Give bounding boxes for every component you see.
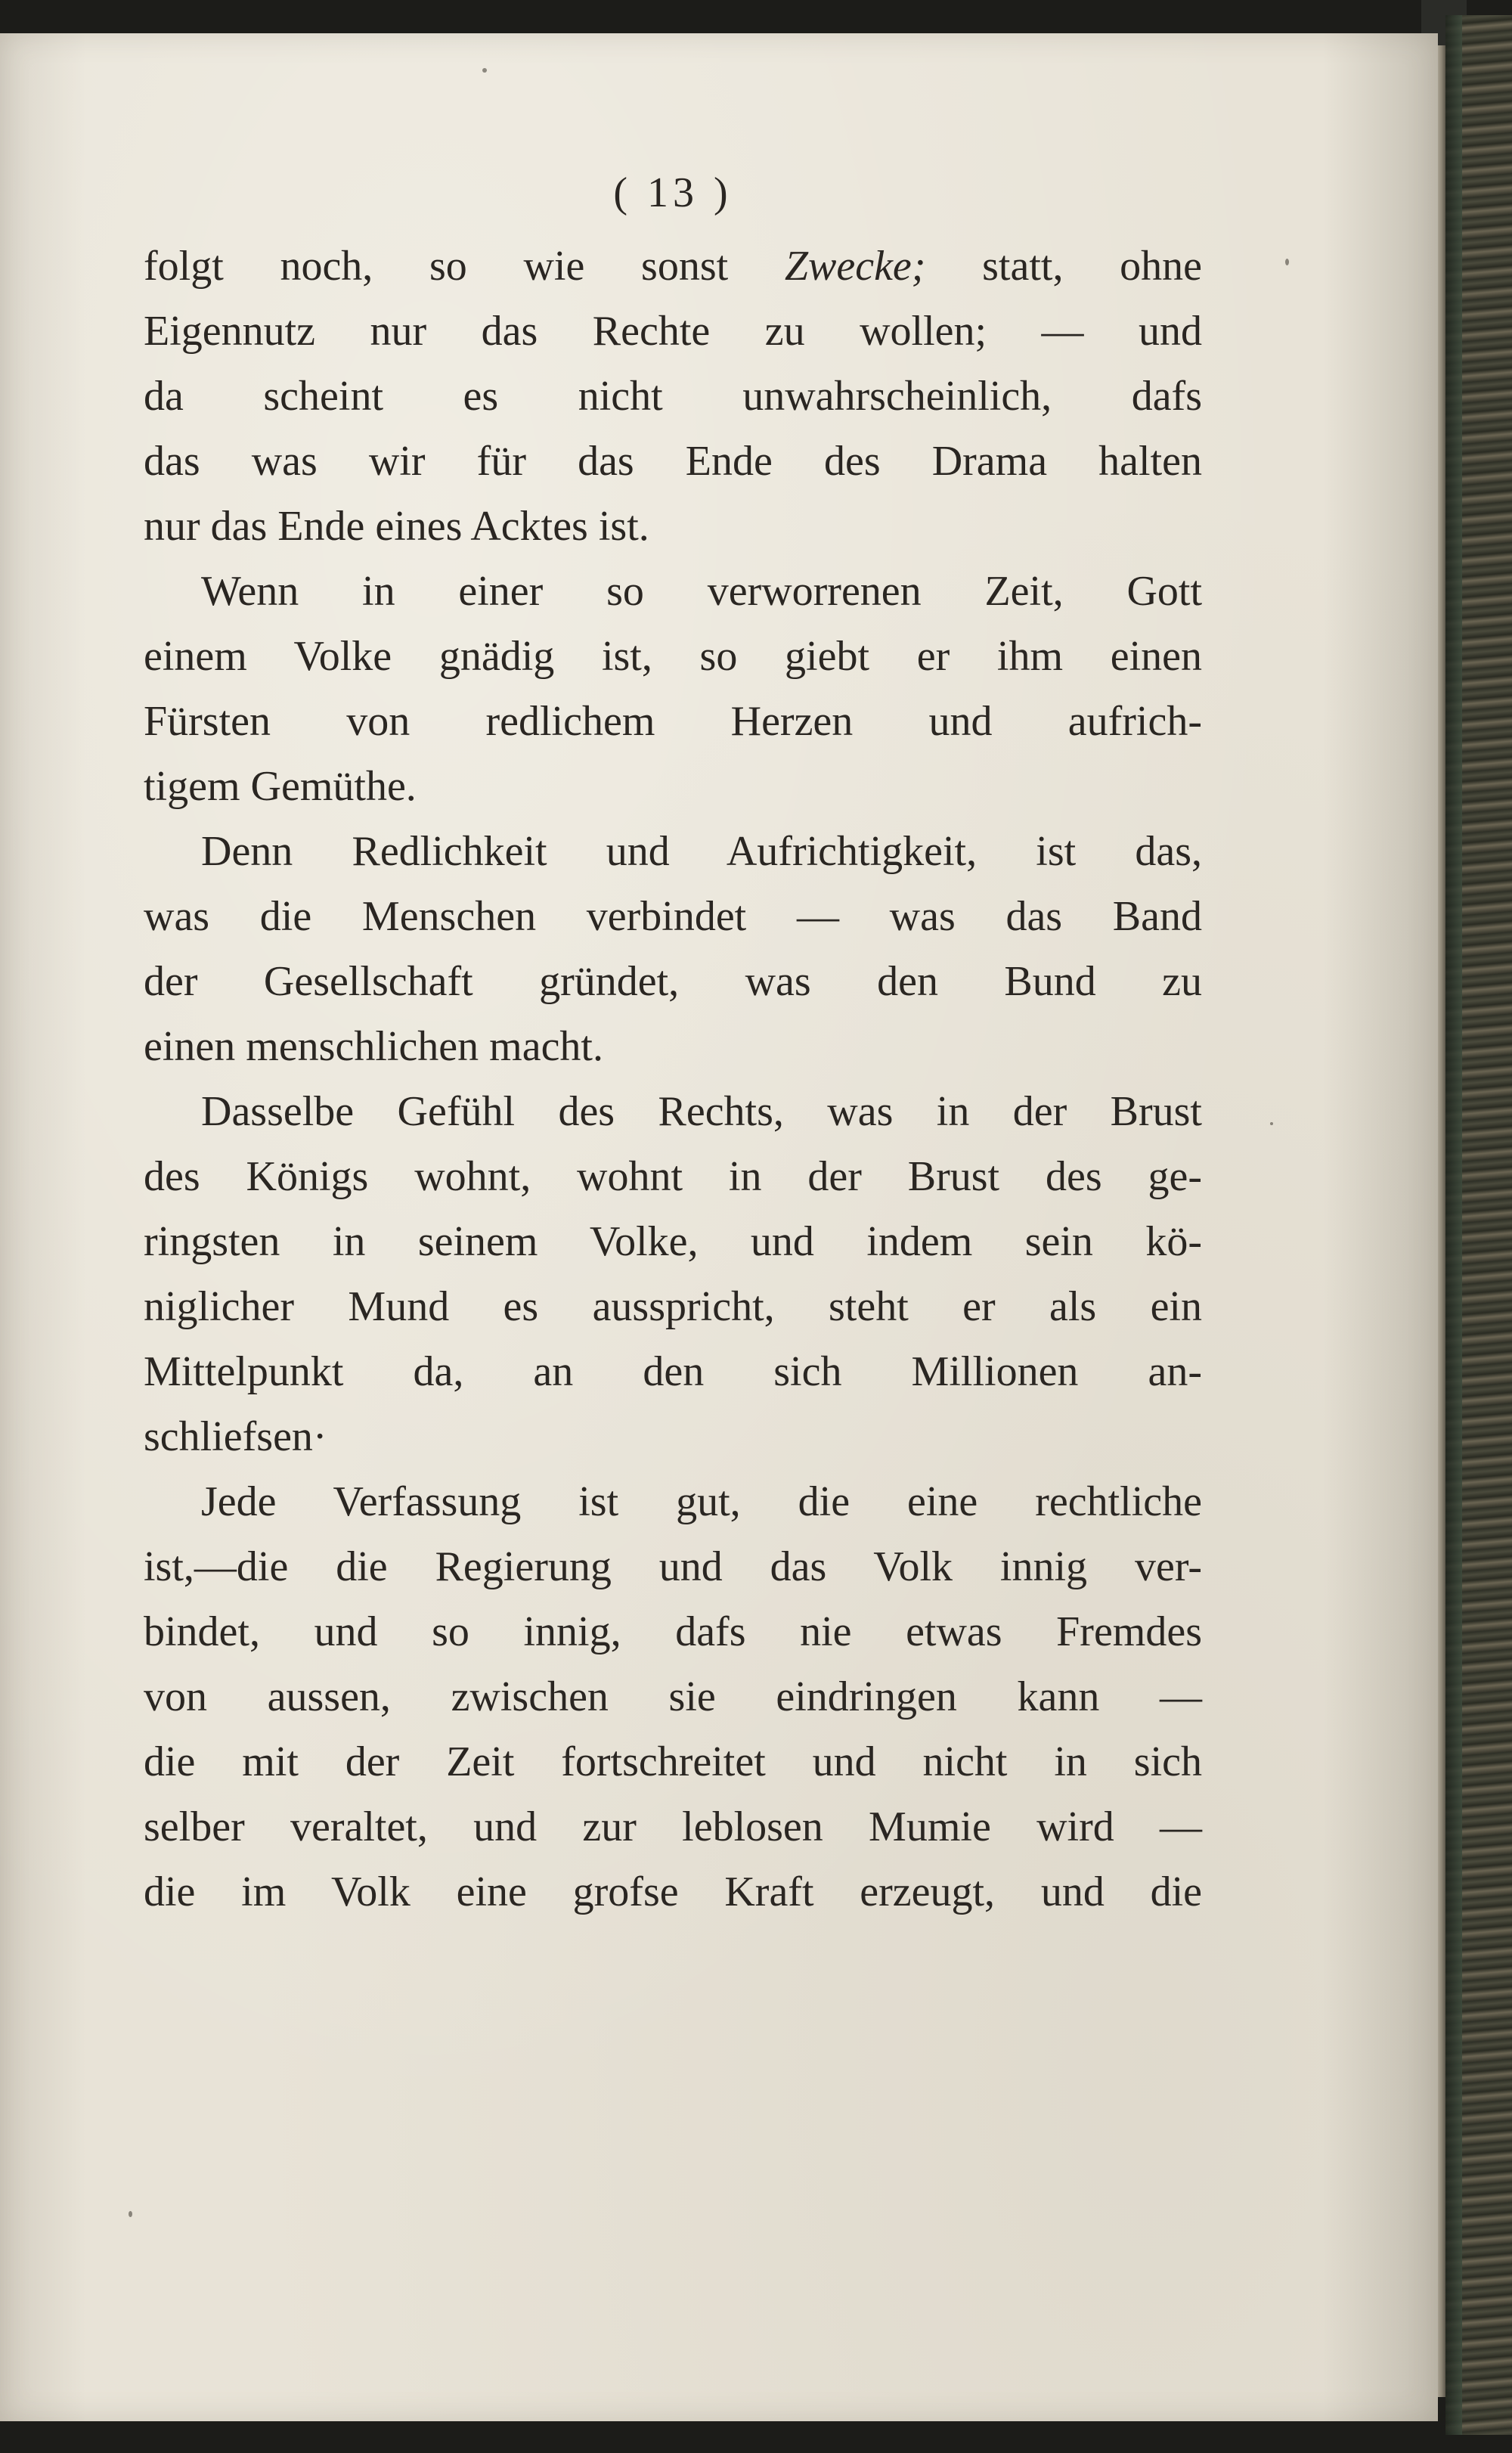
text-line: Mittelpunkt da, an den sich Millionen an- xyxy=(144,1348,1202,1395)
text-line: bindet, und so innig, dafs nie etwas Fremdes xyxy=(144,1608,1202,1655)
text-line: selber veraltet, und zur leblosen Mumie wird — xyxy=(144,1803,1202,1850)
paper-speck xyxy=(1285,259,1289,265)
page-number: ( 13 ) xyxy=(613,169,733,216)
text-line: schliefsen· xyxy=(144,1413,327,1460)
text-line: Denn Redlichkeit und Aufrichtigkeit, ist das, xyxy=(201,828,1202,875)
text-line: tigem Gemüthe. xyxy=(144,763,417,810)
paper-speck xyxy=(1270,1122,1273,1125)
paragraph-3 xyxy=(144,819,1202,1079)
text-line: das was wir für das Ende des Drama halten xyxy=(144,438,1202,485)
paragraph-4 xyxy=(144,1079,1202,1469)
text-line: die mit der Zeit fortschreitet und nicht in sich xyxy=(144,1738,1202,1785)
text-line: da scheint es nicht unwahrscheinlich, dafs xyxy=(144,373,1202,420)
text-line xyxy=(144,234,1202,299)
text-line: Wenn in einer so verworrenen Zeit, Gott xyxy=(201,568,1202,615)
text-line: Jede Verfassung ist gut, die eine rechtliche xyxy=(201,1478,1202,1525)
paragraph-1 xyxy=(144,234,1202,559)
text-line: nur das Ende eines Acktes ist. xyxy=(144,503,649,550)
text-line: was die Menschen verbindet — was das Band xyxy=(144,893,1202,940)
text-line: ist,—die die Regierung und das Volk innig ver- xyxy=(144,1543,1202,1590)
paragraph-2 xyxy=(144,559,1202,819)
paragraph-5 xyxy=(144,1469,1202,1924)
text-line: niglicher Mund es ausspricht, steht er als ein xyxy=(144,1283,1202,1330)
text-line: einen menschlichen macht. xyxy=(144,1023,603,1070)
text-line: Dasselbe Gefühl des Rechts, was in der Brust xyxy=(201,1088,1202,1135)
text-line: von aussen, zwischen sie eindringen kann — xyxy=(144,1673,1202,1720)
text-segment: folgt noch, so wie sonst xyxy=(144,243,785,290)
paper-speck xyxy=(482,68,487,73)
text-line: die im Volk eine grofse Kraft erzeugt, und die xyxy=(144,1868,1202,1915)
text-segment: statt, ohne xyxy=(925,243,1202,290)
page-text-block xyxy=(144,163,1202,1924)
text-line: des Königs wohnt, wohnt in der Brust des ge- xyxy=(144,1153,1202,1200)
text-line: Fürsten von redlichem Herzen und aufrich- xyxy=(144,698,1202,745)
italic-word: Zwecke; xyxy=(784,243,926,290)
paper-speck xyxy=(129,2211,132,2217)
book-cover-spine-strip xyxy=(1445,15,1462,2435)
text-line: einem Volke gnädig ist, so giebt er ihm einen xyxy=(144,633,1202,680)
text-line: Eigennutz nur das Rechte zu wollen; — und xyxy=(144,308,1202,355)
text-line: der Gesellschaft gründet, was den Bund zu xyxy=(144,958,1202,1005)
text-line: ringsten in seinem Volke, und indem sein kö- xyxy=(144,1218,1202,1265)
